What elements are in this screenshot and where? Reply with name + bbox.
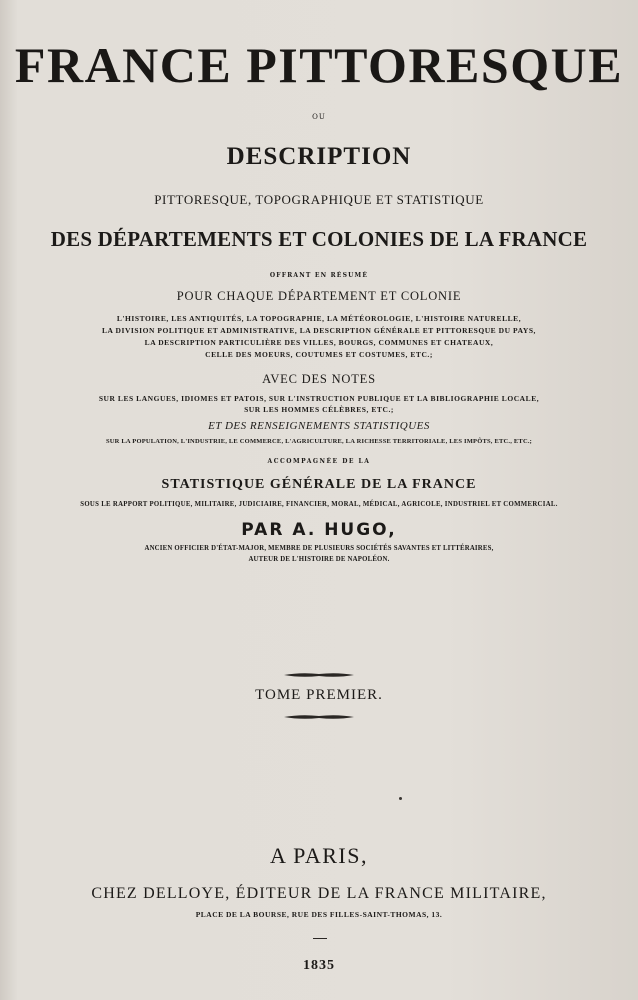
renseignements-heading: ET DES RENSEIGNEMENTS STATISTIQUES: [208, 420, 430, 432]
ornament-rule-bottom: [0, 712, 638, 722]
offrant-line: OFFRANT EN RÉSUMÉ: [269, 272, 369, 279]
contents-line: LA DESCRIPTION PARTICULIÈRE DES VILLES, BOURGS, COMMUNES ET CHATEAUX,: [144, 338, 494, 347]
ou-connector: OU: [312, 113, 326, 121]
avec-notes-heading: AVEC DES NOTES: [262, 372, 376, 386]
publication-year: 1835: [303, 958, 335, 973]
renseignements-line: SUR LA POPULATION, L'INDUSTRIE, LE COMMERCE, L'AGRICULTURE, LA RICHESSE TERRITORIALE, LES IMPÔTS, ETC., ETC.;: [105, 438, 533, 445]
departements-heading: DES DÉPARTEMENTS ET COLONIES DE LA FRANCE: [50, 227, 588, 251]
subtitle-pittoresque: PITTORESQUE, TOPOGRAPHIQUE ET STATISTIQUE: [154, 192, 484, 207]
author-works: AUTEUR DE L'HISTOIRE DE NAPOLÉON.: [248, 556, 390, 563]
contents-line: L'HISTOIRE, LES ANTIQUITÉS, LA TOPOGRAPHIE, LA MÉTÉOROLOGIE, L'HISTOIRE NATURELLE,: [116, 314, 522, 323]
contents-line: LA DIVISION POLITIQUE ET ADMINISTRATIVE, LA DESCRIPTION GÉNÉRALE ET PITTORESQUE DU PAYS,: [102, 326, 536, 335]
notes-line: SUR LES HOMMES CÉLÈBRES, ETC.;: [244, 405, 394, 414]
ornament-rule-top: [0, 670, 638, 680]
notes-line: SUR LES LANGUES, IDIOMES ET PATOIS, SUR L'INSTRUCTION PUBLIQUE ET LA BIBLIOGRAPHIE LOCALE,: [98, 394, 540, 403]
sous-rapport-line: SOUS LE RAPPORT POLITIQUE, MILITAIRE, JUDICIAIRE, FINANCIER, MORAL, MÉDICAL, AGRICOLE, INDUSTRIEL ET COMMERCIAL.: [80, 501, 558, 508]
divider-rule: [313, 938, 327, 939]
description-heading: DESCRIPTION: [226, 143, 412, 170]
tome-label: TOME PREMIER.: [255, 687, 383, 703]
city-label: A PARIS,: [269, 843, 368, 868]
publisher-line: CHEZ DELLOYE, ÉDITEUR DE LA FRANCE MILITAIRE,: [91, 885, 547, 902]
author-name: PAR A. HUGO,: [241, 520, 397, 540]
contents-line: CELLE DES MOEURS, COUTUMES ET COSTUMES, ETC.;: [205, 350, 433, 359]
accompagnee-line: ACCOMPAGNÉE DE LA: [267, 458, 371, 465]
statistique-heading: STATISTIQUE GÉNÉRALE DE LA FRANCE: [161, 477, 477, 492]
publisher-address: PLACE DE LA BOURSE, RUE DES FILLES-SAINT-THOMAS, 13.: [195, 910, 443, 919]
main-title: FRANCE PITTORESQUE: [14, 37, 624, 93]
author-credentials: ANCIEN OFFICIER D'ÉTAT-MAJOR, MEMBRE DE PLUSIEURS SOCIÉTÉS SAVANTES ET LITTÉRAIRES,: [144, 545, 494, 552]
pour-chaque-line: POUR CHAQUE DÉPARTEMENT ET COLONIE: [176, 289, 462, 303]
ink-speck: [399, 797, 402, 800]
